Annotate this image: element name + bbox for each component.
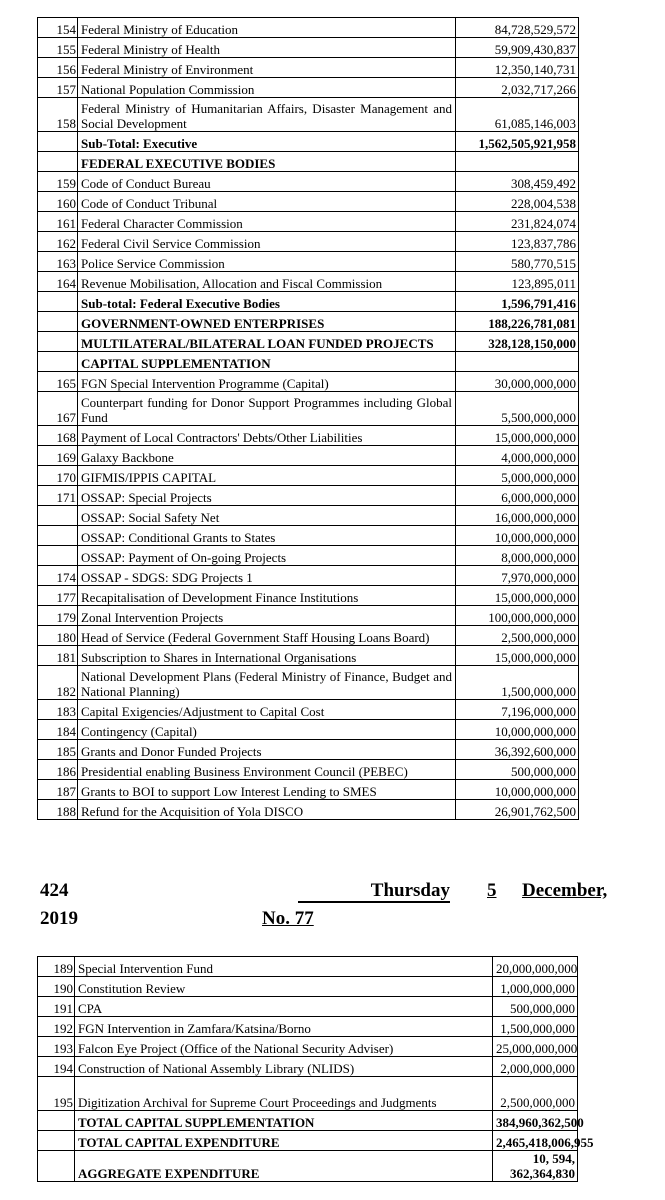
- row-serial-number: 192: [38, 1017, 75, 1037]
- row-description: Code of Conduct Bureau: [78, 172, 456, 192]
- table-subtotal-row: [38, 352, 579, 372]
- table-row: [38, 546, 579, 566]
- header-date: 5: [487, 880, 497, 901]
- row-serial-number: 165: [38, 372, 78, 392]
- row-description: National Population Commission: [78, 78, 456, 98]
- row-description: FGN Special Intervention Programme (Capital): [78, 372, 456, 392]
- row-description: Grants to BOI to support Low Interest Lending to SMES: [78, 780, 456, 800]
- table-row: [38, 957, 578, 977]
- table-row: [38, 252, 579, 272]
- row-serial-number: 181: [38, 646, 78, 666]
- row-description: Payment of Local Contractors' Debts/Other Liabilities: [78, 426, 456, 446]
- row-description: Head of Service (Federal Government Staff Housing Loans Board): [78, 626, 456, 646]
- table-row: [38, 58, 579, 78]
- row-serial-number: 193: [38, 1037, 75, 1057]
- row-amount: [456, 352, 579, 372]
- row-serial-number: 184: [38, 720, 78, 740]
- row-serial-number: 160: [38, 192, 78, 212]
- row-description: OSSAP: Special Projects: [78, 486, 456, 506]
- row-serial-number: [38, 1151, 75, 1182]
- row-description: AGGREGATE EXPENDITURE: [75, 1151, 493, 1182]
- row-amount: 5,000,000,000: [456, 466, 579, 486]
- table-row: [38, 526, 579, 546]
- row-description: Grants and Donor Funded Projects: [78, 740, 456, 760]
- row-amount: 1,500,000,000: [493, 1017, 578, 1037]
- table-row: [38, 800, 579, 820]
- row-amount: 84,728,529,572: [456, 18, 579, 38]
- table-row: [38, 466, 579, 486]
- row-amount: 7,970,000,000: [456, 566, 579, 586]
- row-amount: 25,000,000,000: [493, 1037, 578, 1057]
- table-row: [38, 566, 579, 586]
- row-description: Federal Ministry of Environment: [78, 58, 456, 78]
- row-serial-number: [38, 132, 78, 152]
- table-subtotal-row: [38, 132, 579, 152]
- table-row: [38, 780, 579, 800]
- row-description: Construction of National Assembly Library (NLIDS): [75, 1057, 493, 1077]
- table-row: [38, 18, 579, 38]
- table-row: [38, 666, 579, 700]
- row-description: Sub-Total: Executive: [78, 132, 456, 152]
- row-amount: 1,500,000,000: [456, 666, 579, 700]
- row-description: Galaxy Backbone: [78, 446, 456, 466]
- row-description: Falcon Eye Project (Office of the National Security Adviser): [75, 1037, 493, 1057]
- table-row: [38, 192, 579, 212]
- table-row: [38, 98, 579, 132]
- row-description: FEDERAL EXECUTIVE BODIES: [78, 152, 456, 172]
- row-serial-number: 174: [38, 566, 78, 586]
- row-description: Recapitalisation of Development Finance Institutions: [78, 586, 456, 606]
- table-row: [38, 506, 579, 526]
- row-amount: 8,000,000,000: [456, 546, 579, 566]
- row-serial-number: 183: [38, 700, 78, 720]
- row-serial-number: 187: [38, 780, 78, 800]
- row-serial-number: 190: [38, 977, 75, 997]
- row-serial-number: 194: [38, 1057, 75, 1077]
- row-description: National Development Plans (Federal Ministry of Finance, Budget and National Planning): [78, 666, 456, 700]
- row-description: Subscription to Shares in International Organisations: [78, 646, 456, 666]
- row-amount: 188,226,781,081: [456, 312, 579, 332]
- table-row: [38, 977, 578, 997]
- row-amount: 6,000,000,000: [456, 486, 579, 506]
- row-description: MULTILATERAL/BILATERAL LOAN FUNDED PROJECTS: [78, 332, 456, 352]
- row-serial-number: [38, 1131, 75, 1151]
- row-amount: 328,128,150,000: [456, 332, 579, 352]
- row-serial-number: 157: [38, 78, 78, 98]
- row-description: TOTAL CAPITAL EXPENDITURE: [75, 1131, 493, 1151]
- table-subtotal-row: [38, 292, 579, 312]
- row-serial-number: [38, 312, 78, 332]
- row-amount: 123,837,786: [456, 232, 579, 252]
- table-row: [38, 1057, 578, 1077]
- row-amount: 308,459,492: [456, 172, 579, 192]
- row-amount: 59,909,430,837: [456, 38, 579, 58]
- row-description: Special Intervention Fund: [75, 957, 493, 977]
- row-description: OSSAP: Payment of On-going Projects: [78, 546, 456, 566]
- row-serial-number: 154: [38, 18, 78, 38]
- table-row: [38, 426, 579, 446]
- row-serial-number: 164: [38, 272, 78, 292]
- row-amount: 500,000,000: [493, 997, 578, 1017]
- row-description: Contingency (Capital): [78, 720, 456, 740]
- row-amount: 100,000,000,000: [456, 606, 579, 626]
- row-amount: 30,000,000,000: [456, 372, 579, 392]
- row-amount: 26,901,762,500: [456, 800, 579, 820]
- row-amount: 4,000,000,000: [456, 446, 579, 466]
- row-amount: 16,000,000,000: [456, 506, 579, 526]
- table-row: [38, 586, 579, 606]
- row-serial-number: [38, 292, 78, 312]
- row-amount: 1,596,791,416: [456, 292, 579, 312]
- row-serial-number: [38, 546, 78, 566]
- row-serial-number: 168: [38, 426, 78, 446]
- row-serial-number: 171: [38, 486, 78, 506]
- row-amount: 15,000,000,000: [456, 646, 579, 666]
- row-serial-number: 158: [38, 98, 78, 132]
- table-row: [38, 700, 579, 720]
- header-issue-number: No. 77: [262, 908, 314, 929]
- row-description: TOTAL CAPITAL SUPPLEMENTATION: [75, 1111, 493, 1131]
- row-serial-number: 159: [38, 172, 78, 192]
- row-amount: 15,000,000,000: [456, 426, 579, 446]
- table-row: [38, 1077, 578, 1111]
- row-description: Federal Ministry of Education: [78, 18, 456, 38]
- table-subtotal-row: [38, 1111, 578, 1131]
- header-day: Thursday: [298, 880, 450, 903]
- row-serial-number: 163: [38, 252, 78, 272]
- row-serial-number: 180: [38, 626, 78, 646]
- row-serial-number: 188: [38, 800, 78, 820]
- row-amount: 36,392,600,000: [456, 740, 579, 760]
- row-amount: 12,350,140,731: [456, 58, 579, 78]
- table-row: [38, 626, 579, 646]
- table-row: [38, 372, 579, 392]
- row-description: GIFMIS/IPPIS CAPITAL: [78, 466, 456, 486]
- table-subtotal-row: [38, 1131, 578, 1151]
- row-amount: 15,000,000,000: [456, 586, 579, 606]
- row-description: FGN Intervention in Zamfara/Katsina/Borno: [75, 1017, 493, 1037]
- row-amount: 5,500,000,000: [456, 392, 579, 426]
- table-row: [38, 997, 578, 1017]
- table-row: [38, 720, 579, 740]
- row-description: Presidential enabling Business Environment Council (PEBEC): [78, 760, 456, 780]
- row-serial-number: 182: [38, 666, 78, 700]
- row-serial-number: 155: [38, 38, 78, 58]
- row-description: Federal Character Commission: [78, 212, 456, 232]
- row-amount: 228,004,538: [456, 192, 579, 212]
- row-serial-number: [38, 352, 78, 372]
- header-year: 2019: [40, 908, 78, 929]
- row-serial-number: [38, 332, 78, 352]
- row-description: Federal Ministry of Health: [78, 38, 456, 58]
- table-row: [38, 78, 579, 98]
- row-serial-number: 156: [38, 58, 78, 78]
- row-serial-number: 170: [38, 466, 78, 486]
- table-row: [38, 232, 579, 252]
- table-row: [38, 646, 579, 666]
- row-description: OSSAP: Social Safety Net: [78, 506, 456, 526]
- table-subtotal-row: [38, 332, 579, 352]
- row-serial-number: 179: [38, 606, 78, 626]
- table-row: [38, 606, 579, 626]
- row-serial-number: 185: [38, 740, 78, 760]
- appropriation-table-bottom: [37, 956, 594, 1182]
- table-subtotal-row: [38, 312, 579, 332]
- row-amount: 1,000,000,000: [493, 977, 578, 997]
- row-amount: 580,770,515: [456, 252, 579, 272]
- table-subtotal-row: [38, 152, 579, 172]
- row-amount: 384,960,362,500: [493, 1111, 578, 1131]
- row-description: Counterpart funding for Donor Support Programmes including Global Fund: [78, 392, 456, 426]
- table-row: [38, 392, 579, 426]
- row-description: Capital Exigencies/Adjustment to Capital Cost: [78, 700, 456, 720]
- row-amount: 10, 594, 362,364,830: [493, 1151, 578, 1182]
- row-serial-number: 161: [38, 212, 78, 232]
- row-amount: 10,000,000,000: [456, 720, 579, 740]
- row-description: Refund for the Acquisition of Yola DISCO: [78, 800, 456, 820]
- row-amount: 2,032,717,266: [456, 78, 579, 98]
- row-description: CAPITAL SUPPLEMENTATION: [78, 352, 456, 372]
- row-amount: 7,196,000,000: [456, 700, 579, 720]
- page-number: 424: [40, 880, 69, 901]
- row-description: Federal Civil Service Commission: [78, 232, 456, 252]
- row-serial-number: 167: [38, 392, 78, 426]
- row-serial-number: [38, 152, 78, 172]
- table-row: [38, 486, 579, 506]
- row-serial-number: 195: [38, 1077, 75, 1111]
- row-description: CPA: [75, 997, 493, 1017]
- row-serial-number: [38, 526, 78, 546]
- row-serial-number: 169: [38, 446, 78, 466]
- table-row: [38, 1017, 578, 1037]
- row-serial-number: [38, 506, 78, 526]
- row-description: Code of Conduct Tribunal: [78, 192, 456, 212]
- row-serial-number: 191: [38, 997, 75, 1017]
- table-row: [38, 212, 579, 232]
- table-subtotal-row: [38, 1151, 578, 1182]
- row-amount: 1,562,505,921,958: [456, 132, 579, 152]
- row-description: Digitization Archival for Supreme Court Proceedings and Judgments: [75, 1077, 493, 1111]
- row-amount: 2,000,000,000: [493, 1057, 578, 1077]
- table-row: [38, 38, 579, 58]
- row-amount: 2,465,418,006,955: [493, 1131, 578, 1151]
- row-amount: 10,000,000,000: [456, 780, 579, 800]
- row-description: Sub-total: Federal Executive Bodies: [78, 292, 456, 312]
- row-amount: 123,895,011: [456, 272, 579, 292]
- row-description: Zonal Intervention Projects: [78, 606, 456, 626]
- row-serial-number: 177: [38, 586, 78, 606]
- row-description: Police Service Commission: [78, 252, 456, 272]
- row-amount: 10,000,000,000: [456, 526, 579, 546]
- row-description: Revenue Mobilisation, Allocation and Fiscal Commission: [78, 272, 456, 292]
- row-serial-number: 189: [38, 957, 75, 977]
- table-row: [38, 272, 579, 292]
- header-month: December,: [522, 880, 608, 901]
- row-amount: 2,500,000,000: [456, 626, 579, 646]
- row-description: Constitution Review: [75, 977, 493, 997]
- row-amount: 231,824,074: [456, 212, 579, 232]
- appropriation-table-top: [37, 17, 579, 820]
- row-description: GOVERNMENT-OWNED ENTERPRISES: [78, 312, 456, 332]
- row-description: Federal Ministry of Humanitarian Affairs, Disaster Management and Social Development: [78, 98, 456, 132]
- row-description: OSSAP - SDGS: SDG Projects 1: [78, 566, 456, 586]
- row-serial-number: 186: [38, 760, 78, 780]
- table-row: [38, 760, 579, 780]
- table-row: [38, 740, 579, 760]
- row-serial-number: [38, 1111, 75, 1131]
- row-serial-number: 162: [38, 232, 78, 252]
- row-amount: [456, 152, 579, 172]
- row-amount: 20,000,000,000: [493, 957, 578, 977]
- table-row: [38, 446, 579, 466]
- row-amount: 500,000,000: [456, 760, 579, 780]
- row-amount: 61,085,146,003: [456, 98, 579, 132]
- table-row: [38, 1037, 578, 1057]
- row-amount: 2,500,000,000: [493, 1077, 578, 1111]
- table-row: [38, 172, 579, 192]
- row-description: OSSAP: Conditional Grants to States: [78, 526, 456, 546]
